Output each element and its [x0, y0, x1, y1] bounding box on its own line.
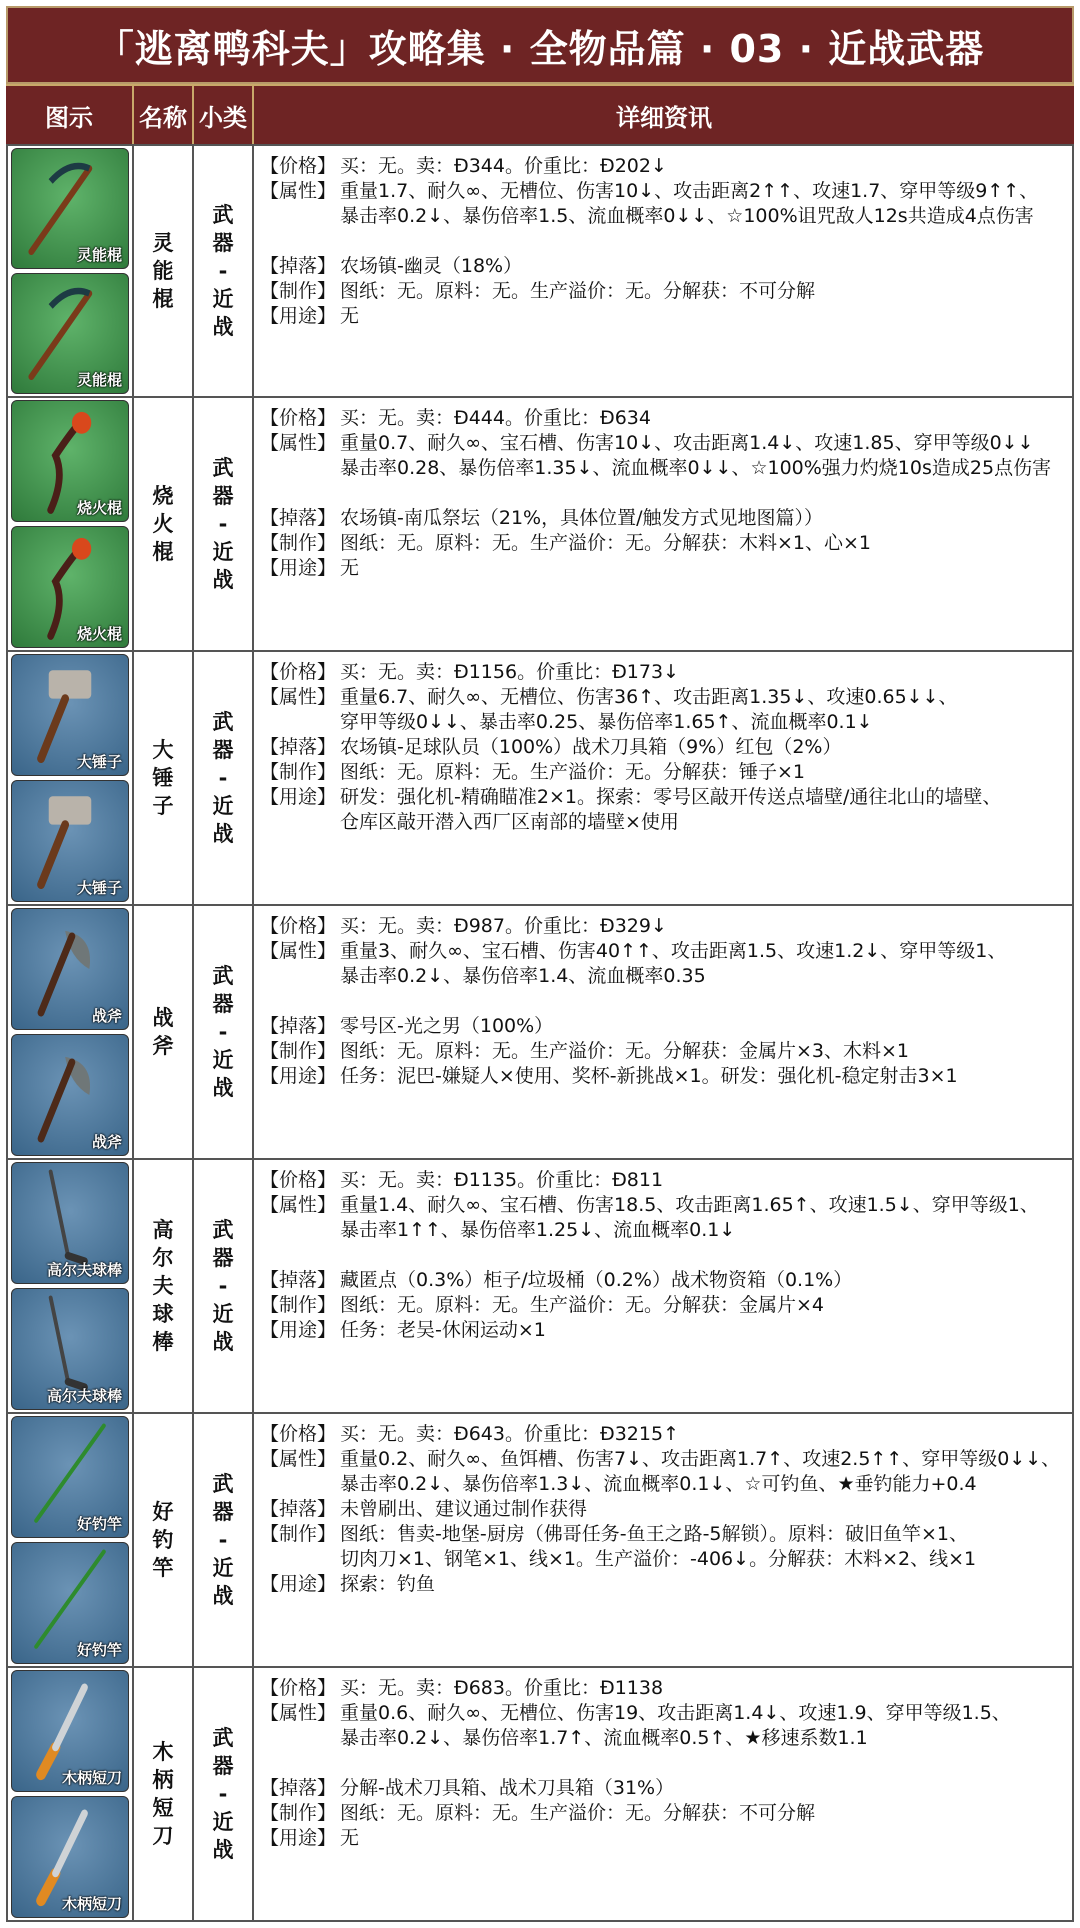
- item-name-char: 钓: [152, 1528, 174, 1552]
- detail-attr-line: [260, 685, 1066, 710]
- spacer: [260, 229, 1066, 254]
- detail-price-line: [260, 1168, 1066, 1193]
- detail-label: 【制作】: [260, 1802, 337, 1824]
- detail-use-line: [260, 556, 1066, 581]
- table-row: [6, 906, 1074, 1160]
- detail-craft-text: 图纸：无。原料：无。生产溢价：无。分解获：不可分解: [340, 280, 816, 302]
- detail-attr-continuation: 暴击率0.28、暴伤倍率1.35↓、流血概率0↓↓、☆100%强力灼烧10s造成25点伤害: [340, 457, 1052, 479]
- item-type-char: 战: [212, 1584, 234, 1608]
- detail-price-line: [260, 1422, 1066, 1447]
- item-thumbnail: [11, 780, 129, 902]
- detail-label: 【属性】: [260, 1702, 337, 1724]
- spacer: [260, 1751, 1066, 1776]
- detail-label: 【掉落】: [260, 255, 337, 277]
- detail-label: 【价格】: [260, 915, 337, 937]
- detail-attr-line: [260, 939, 1066, 964]
- item-type-char: 器: [212, 231, 234, 255]
- item-type-cell: [194, 906, 254, 1158]
- item-type-char: 器: [212, 992, 234, 1016]
- detail-drop-text: 零号区-光之男（100%）: [340, 1015, 554, 1037]
- detail-label: 【掉落】: [260, 1015, 337, 1037]
- detail-attr-continuation: 暴击率0.2↓、暴伤倍率1.5、流血概率0↓↓、☆100%诅咒敌人12s共造成4点伤害: [340, 205, 1034, 227]
- detail-label: 【属性】: [260, 1194, 337, 1216]
- detail-label: 【掉落】: [260, 507, 337, 529]
- detail-drop-line: [260, 1268, 1066, 1293]
- item-detail: [254, 906, 1074, 1158]
- item-name-char: 棍: [152, 287, 174, 311]
- item-image-cell: [6, 398, 134, 650]
- detail-label: 【用途】: [260, 1573, 337, 1595]
- table-row: [6, 652, 1074, 906]
- detail-craft-text: 图纸：无。原料：无。生产溢价：无。分解获：锤子×1: [340, 761, 806, 783]
- table-row: [6, 1668, 1074, 1922]
- detail-use-text: 无: [340, 557, 360, 579]
- detail-label: 【价格】: [260, 155, 337, 177]
- detail-price-line: [260, 660, 1066, 685]
- item-type: [194, 906, 252, 1158]
- detail-use-line: [260, 1064, 1066, 1089]
- item-name: [134, 1160, 192, 1412]
- item-type: [194, 398, 252, 650]
- header-name: 名称: [134, 86, 194, 144]
- item-name-char: 竿: [152, 1556, 174, 1580]
- item-type-char: 近: [212, 1302, 234, 1326]
- item-type: [194, 1668, 252, 1920]
- item-name-char: 火: [152, 512, 174, 536]
- item-name-cell: [134, 1160, 194, 1412]
- item-type-char: 武: [212, 1218, 234, 1242]
- item-name-char: 灵: [152, 231, 174, 255]
- detail-label: 【价格】: [260, 1677, 337, 1699]
- item-caption: 好钓竿: [76, 1515, 122, 1533]
- detail-use-line: [260, 1572, 1066, 1597]
- item-thumbnail: [11, 400, 129, 522]
- item-type-cell: [194, 146, 254, 396]
- detail-label: 【制作】: [260, 1294, 337, 1316]
- detail-craft-text: 图纸：无。原料：无。生产溢价：无。分解获：木料×1、心×1: [340, 532, 872, 554]
- item-name-char: 能: [152, 259, 174, 283]
- item-name-cell: [134, 398, 194, 650]
- spacer: [260, 481, 1066, 506]
- item-name-cell: [134, 906, 194, 1158]
- spacer: [260, 1243, 1066, 1268]
- spacer: [260, 989, 1066, 1014]
- item-name-char: 棍: [152, 540, 174, 564]
- detail-craft-line: [260, 1801, 1066, 1826]
- item-thumbnail: [11, 908, 129, 1030]
- detail-label: 【制作】: [260, 1040, 337, 1062]
- detail-label: 【价格】: [260, 661, 337, 683]
- detail-label: 【制作】: [260, 532, 337, 554]
- table-row: [6, 144, 1074, 398]
- item-thumbnail: [11, 1416, 129, 1538]
- detail-attr-continuation: 暴击率0.2↓、暴伤倍率1.4、流血概率0.35: [340, 965, 706, 987]
- item-caption: 大锤子: [76, 753, 122, 771]
- item-type-char: 器: [212, 738, 234, 762]
- detail-craft-text: 图纸：无。原料：无。生产溢价：无。分解获：不可分解: [340, 1802, 816, 1824]
- table-row: [6, 1414, 1074, 1668]
- table-header: [6, 84, 1074, 144]
- detail-drop-text: 农场镇-足球队员（100%）战术刀具箱（9%）红包（2%）: [340, 736, 842, 758]
- header-image: 图示: [6, 86, 134, 144]
- detail-label: 【用途】: [260, 786, 337, 808]
- detail-label: 【制作】: [260, 280, 337, 302]
- item-caption: 战斧: [91, 1007, 122, 1025]
- detail-attr-continuation: 暴击率0.2↓、暴伤倍率1.7↑、流血概率0.5↑、★移速系数1.1: [340, 1727, 868, 1749]
- detail-use-text: 无: [340, 1827, 360, 1849]
- item-caption: 烧火棍: [76, 625, 122, 643]
- detail-craft-line: [260, 531, 1066, 556]
- item-type-char: 武: [212, 203, 234, 227]
- item-type-char: 战: [212, 1838, 234, 1862]
- item-name-char: 短: [152, 1796, 174, 1820]
- item-thumbnail: [11, 1670, 129, 1792]
- item-thumbnail: [11, 273, 129, 394]
- detail-price-text: 买：无。卖：Ð683。价重比：Ð1138: [340, 1677, 664, 1699]
- detail-price-text: 买：无。卖：Ð1135。价重比：Ð811: [340, 1169, 664, 1191]
- detail-use-line: [260, 1318, 1066, 1343]
- item-type-char: 武: [212, 1726, 234, 1750]
- item-type-char: 战: [212, 822, 234, 846]
- item-caption: 大锤子: [76, 879, 122, 897]
- item-type: [194, 652, 252, 904]
- item-thumbnail: [11, 148, 129, 269]
- item-detail: [254, 652, 1074, 904]
- detail-price-line: [260, 406, 1066, 431]
- detail-attr-line: [260, 179, 1066, 204]
- detail-attr-line: [260, 1701, 1066, 1726]
- detail-label: 【用途】: [260, 557, 337, 579]
- item-thumbnail: [11, 1162, 129, 1284]
- detail-price-text: 买：无。卖：Ð1156。价重比：Ð173↓: [340, 661, 679, 683]
- item-name-char: 夫: [152, 1274, 174, 1298]
- item-name-char: 高: [152, 1218, 174, 1242]
- detail-use-line: [260, 1826, 1066, 1851]
- detail-drop-line: [260, 254, 1066, 279]
- item-thumbnail: [11, 1288, 129, 1410]
- detail-attr-line: [260, 431, 1066, 456]
- item-type: [194, 146, 252, 396]
- detail-label: 【掉落】: [260, 1498, 337, 1520]
- item-type-cell: [194, 652, 254, 904]
- item-type-cell: [194, 398, 254, 650]
- item-type-char: 战: [212, 315, 234, 339]
- detail-price-text: 买：无。卖：Ð444。价重比：Ð634: [340, 407, 651, 429]
- item-type-cell: [194, 1668, 254, 1920]
- detail-attr-line: [260, 1193, 1066, 1218]
- item-caption: 高尔夫球棒: [46, 1261, 122, 1279]
- item-type-char: 器: [212, 484, 234, 508]
- detail-use-text: 研发：强化机-精确瞄准2×1。探索：零号区敲开传送点墙壁/通往北山的墙壁、: [340, 786, 1002, 808]
- detail-use-text: 探索：钓鱼: [340, 1573, 436, 1595]
- detail-label: 【属性】: [260, 940, 337, 962]
- item-image-cell: [6, 146, 134, 396]
- item-image-cell: [6, 1668, 134, 1920]
- item-type-char: 近: [212, 1810, 234, 1834]
- item-name-char: 尔: [152, 1246, 174, 1270]
- item-thumbnail: [11, 1542, 129, 1664]
- item-detail: [254, 1414, 1074, 1666]
- item-name-char: 战: [152, 1006, 174, 1030]
- detail-label: 【属性】: [260, 1448, 337, 1470]
- detail-use-text: 无: [340, 305, 360, 327]
- item-type-char: -: [218, 512, 228, 536]
- detail-drop-text: 分解-战术刀具箱、战术刀具箱（31%）: [340, 1777, 675, 1799]
- item-detail: [254, 1160, 1074, 1412]
- item-type: [194, 1414, 252, 1666]
- item-type-char: 器: [212, 1754, 234, 1778]
- detail-attr-text: 重量0.6、耐久∞、无槽位、伤害19、攻击距离1.4↓、攻速1.9、穿甲等级1.5、: [340, 1702, 1011, 1724]
- item-type: [194, 1160, 252, 1412]
- item-image-cell: [6, 1160, 134, 1412]
- detail-price-line: [260, 914, 1066, 939]
- detail-attr-line: [260, 1447, 1066, 1472]
- item-type-char: 战: [212, 568, 234, 592]
- item-thumbnail: [11, 526, 129, 648]
- item-type-char: 近: [212, 794, 234, 818]
- detail-label: 【制作】: [260, 1523, 337, 1545]
- item-type-cell: [194, 1414, 254, 1666]
- item-name-cell: [134, 146, 194, 396]
- detail-drop-text: 藏匿点（0.3%）柜子/垃圾桶（0.2%）战术物资箱（0.1%）: [340, 1269, 853, 1291]
- item-name-char: 烧: [152, 484, 174, 508]
- item-image-cell: [6, 1414, 134, 1666]
- detail-attr-continuation: 穿甲等级0↓↓、暴击率0.25、暴伤倍率1.65↑、流血概率0.1↓: [340, 711, 873, 733]
- item-caption: 高尔夫球棒: [46, 1387, 122, 1405]
- item-type-char: 武: [212, 964, 234, 988]
- item-type-char: -: [218, 1782, 228, 1806]
- detail-craft-text: 图纸：无。原料：无。生产溢价：无。分解获：金属片×3、木料×1: [340, 1040, 910, 1062]
- item-type-char: -: [218, 766, 228, 790]
- item-type-char: 近: [212, 540, 234, 564]
- detail-craft-text: 图纸：无。原料：无。生产溢价：无。分解获：金属片×4: [340, 1294, 825, 1316]
- item-type-char: 近: [212, 287, 234, 311]
- detail-attr-text: 重量3、耐久∞、宝石槽、伤害40↑↑、攻击距离1.5、攻速1.2↓、穿甲等级1、: [340, 940, 1007, 962]
- item-name-char: 锤: [152, 766, 174, 790]
- item-type-char: -: [218, 1528, 228, 1552]
- item-name-char: 大: [152, 738, 174, 762]
- detail-attr-continuation: 暴击率1↑↑、暴伤倍率1.25↓、流血概率0.1↓: [340, 1219, 736, 1241]
- detail-attr-continuation: 暴击率0.2↓、暴伤倍率1.3↓、流血概率0.1↓、☆可钓鱼、★垂钓能力+0.4: [340, 1473, 977, 1495]
- detail-use-line: [260, 785, 1066, 810]
- detail-use-continuation: 仓库区敲开潜入西厂区南部的墙壁×使用: [340, 811, 679, 833]
- item-type-char: 武: [212, 456, 234, 480]
- detail-attr-text: 重量0.7、耐久∞、宝石槽、伤害10↓、攻击距离1.4↓、攻速1.85、穿甲等级0↓↓: [340, 432, 1034, 454]
- detail-price-line: [260, 154, 1066, 179]
- item-name-char: 棒: [152, 1330, 174, 1354]
- detail-label: 【掉落】: [260, 1777, 337, 1799]
- detail-label: 【用途】: [260, 1827, 337, 1849]
- item-caption: 好钓竿: [76, 1641, 122, 1659]
- detail-label: 【属性】: [260, 686, 337, 708]
- detail-use-line: [260, 304, 1066, 329]
- item-name: [134, 398, 192, 650]
- page-title: 「逃离鸭科夫」攻略集 · 全物品篇 · 03 · 近战武器: [6, 6, 1074, 84]
- detail-craft-line: [260, 279, 1066, 304]
- item-name-char: 好: [152, 1500, 174, 1524]
- detail-craft-text: 图纸：售卖-地堡-厨房（佛哥任务-鱼王之路-5解锁）。原料：破旧鱼竿×1、: [340, 1523, 969, 1545]
- detail-label: 【用途】: [260, 1319, 337, 1341]
- detail-use-text: 任务：老吴-休闲运动×1: [340, 1319, 546, 1341]
- item-type-char: 近: [212, 1556, 234, 1580]
- detail-drop-text: 农场镇-南瓜祭坛（21%，具体位置/触发方式见地图篇））: [340, 507, 823, 529]
- detail-label: 【掉落】: [260, 1269, 337, 1291]
- detail-label: 【价格】: [260, 1169, 337, 1191]
- item-name: [134, 906, 192, 1158]
- item-name: [134, 1414, 192, 1666]
- item-thumbnail: [11, 654, 129, 776]
- item-caption: 战斧: [91, 1133, 122, 1151]
- header-type: 小类: [194, 86, 254, 144]
- item-type-cell: [194, 1160, 254, 1412]
- item-name-char: 斧: [152, 1034, 174, 1058]
- table-row: [6, 398, 1074, 652]
- item-type-char: 战: [212, 1076, 234, 1100]
- item-name-cell: [134, 1668, 194, 1920]
- item-detail: [254, 146, 1074, 396]
- item-image-cell: [6, 652, 134, 904]
- item-caption: 烧火棍: [76, 499, 122, 517]
- detail-drop-line: [260, 1014, 1066, 1039]
- item-caption: 灵能棍: [76, 246, 122, 264]
- item-type-char: -: [218, 1274, 228, 1298]
- item-name-char: 球: [152, 1302, 174, 1326]
- item-type-char: 武: [212, 710, 234, 734]
- item-caption: 木柄短刀: [61, 1895, 122, 1913]
- item-name-char: 子: [152, 794, 174, 818]
- detail-label: 【掉落】: [260, 736, 337, 758]
- detail-drop-text: 农场镇-幽灵（18%）: [340, 255, 523, 277]
- detail-label: 【价格】: [260, 1423, 337, 1445]
- detail-craft-line: [260, 1522, 1066, 1547]
- detail-price-text: 买：无。卖：Ð643。价重比：Ð3215↑: [340, 1423, 679, 1445]
- item-name: [134, 652, 192, 904]
- detail-price-text: 买：无。卖：Ð344。价重比：Ð202↓: [340, 155, 667, 177]
- item-image-cell: [6, 906, 134, 1158]
- detail-attr-text: 重量6.7、耐久∞、无槽位、伤害36↑、攻击距离1.35↓、攻速0.65↓↓、: [340, 686, 958, 708]
- detail-drop-line: [260, 506, 1066, 531]
- detail-label: 【价格】: [260, 407, 337, 429]
- detail-drop-line: [260, 1497, 1066, 1522]
- item-type-char: -: [218, 259, 228, 283]
- item-name-cell: [134, 652, 194, 904]
- item-thumbnail: [11, 1034, 129, 1156]
- item-type-char: 战: [212, 1330, 234, 1354]
- detail-label: 【属性】: [260, 432, 337, 454]
- item-caption: 灵能棍: [76, 371, 122, 389]
- detail-attr-text: 重量0.2、耐久∞、鱼饵槽、伤害7↓、攻击距离1.7↑、攻速2.5↑↑、穿甲等级0↓↓、: [340, 1448, 1061, 1470]
- detail-label: 【制作】: [260, 761, 337, 783]
- detail-price-line: [260, 1676, 1066, 1701]
- header-detail: 详细资讯: [616, 103, 712, 132]
- item-type-char: 近: [212, 1048, 234, 1072]
- detail-craft-line: [260, 1039, 1066, 1064]
- detail-attr-text: 重量1.7、耐久∞、无槽位、伤害10↓、攻击距离2↑↑、攻速1.7、穿甲等级9↑↑、: [340, 180, 1039, 202]
- item-name-char: 刀: [152, 1824, 174, 1848]
- item-thumbnail: [11, 1796, 129, 1918]
- detail-label: 【用途】: [260, 1065, 337, 1087]
- detail-use-text: 任务：泥巴-嫌疑人×使用、奖杯-新挑战×1。研发：强化机-稳定射击3×1: [340, 1065, 958, 1087]
- item-name-cell: [134, 1414, 194, 1666]
- detail-label: 【属性】: [260, 180, 337, 202]
- item-name-char: 柄: [152, 1768, 174, 1792]
- detail-drop-line: [260, 1776, 1066, 1801]
- item-detail: [254, 398, 1074, 650]
- item-detail: [254, 1668, 1074, 1920]
- item-name-char: 木: [152, 1740, 174, 1764]
- detail-craft-line: [260, 760, 1066, 785]
- item-caption: 木柄短刀: [61, 1769, 122, 1787]
- detail-attr-text: 重量1.4、耐久∞、宝石槽、伤害18.5、攻击距离1.65↑、攻速1.5↓、穿甲等级1、: [340, 1194, 1039, 1216]
- detail-craft-continuation: 切肉刀×1、钢笔×1、线×1。生产溢价：-406↓。分解获：木料×2、线×1: [340, 1548, 977, 1570]
- item-table: [6, 144, 1074, 1922]
- detail-price-text: 买：无。卖：Ð987。价重比：Ð329↓: [340, 915, 667, 937]
- item-type-char: 武: [212, 1472, 234, 1496]
- table-row: [6, 1160, 1074, 1414]
- detail-drop-text: 未曾刷出、建议通过制作获得: [340, 1498, 588, 1520]
- item-name: [134, 1668, 192, 1920]
- item-type-char: 器: [212, 1246, 234, 1270]
- item-type-char: -: [218, 1020, 228, 1044]
- item-name: [134, 146, 192, 396]
- detail-craft-line: [260, 1293, 1066, 1318]
- item-type-char: 器: [212, 1500, 234, 1524]
- detail-label: 【用途】: [260, 305, 337, 327]
- detail-drop-line: [260, 735, 1066, 760]
